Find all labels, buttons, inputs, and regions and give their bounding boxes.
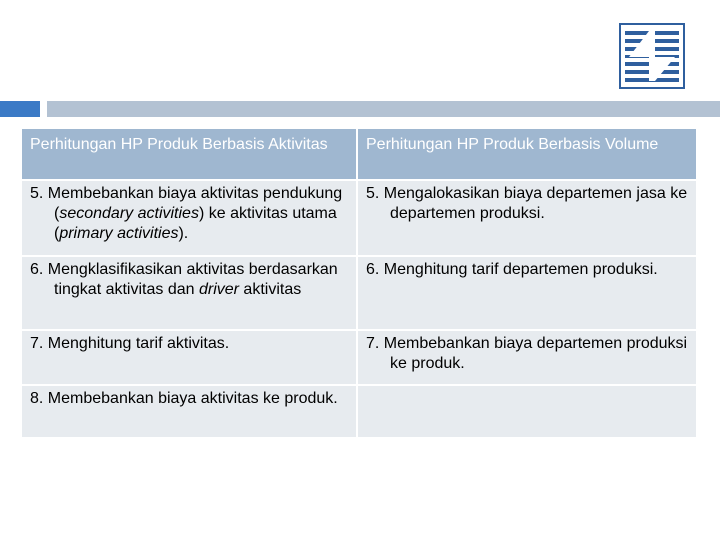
table-row bbox=[22, 331, 698, 386]
table-row bbox=[22, 386, 698, 439]
comparison-table bbox=[22, 129, 698, 439]
table-cell bbox=[22, 257, 358, 331]
list-item: 5. Mengalokasikan biaya departemen jasa ke departemen produksi. bbox=[366, 185, 688, 222]
table-row bbox=[22, 181, 698, 257]
table-cell bbox=[22, 386, 358, 439]
table-cell bbox=[358, 257, 698, 331]
institution-logo bbox=[619, 23, 685, 89]
header-volume-based: Perhitungan HP Produk Berbasis Volume bbox=[358, 129, 698, 181]
list-item: 8. Membebankan biaya aktivitas ke produk. bbox=[30, 390, 338, 407]
table-row bbox=[22, 257, 698, 331]
list-item: 6. Mengklasifikasikan aktivitas berdasarkan tingkat aktivitas dan driver aktivitas bbox=[30, 261, 338, 298]
table-header-row bbox=[22, 129, 698, 181]
header-bar bbox=[47, 101, 720, 117]
header-accent-bar bbox=[0, 101, 40, 117]
table-cell bbox=[358, 331, 698, 386]
list-item: 5. Membebankan biaya aktivitas pendukung (secondary activities) ke aktivitas utama (primary activities). bbox=[30, 185, 343, 242]
header-activity-based: Perhitungan HP Produk Berbasis Aktivitas bbox=[22, 129, 358, 181]
table-cell-empty bbox=[358, 386, 698, 439]
list-item: 7. Menghitung tarif aktivitas. bbox=[30, 335, 230, 352]
table-cell bbox=[22, 331, 358, 386]
table-cell bbox=[22, 181, 358, 257]
table-cell bbox=[358, 181, 698, 257]
list-item: 6. Menghitung tarif departemen produksi. bbox=[366, 261, 658, 278]
list-item: 7. Membebankan biaya departemen produksi ke produk. bbox=[366, 335, 688, 372]
